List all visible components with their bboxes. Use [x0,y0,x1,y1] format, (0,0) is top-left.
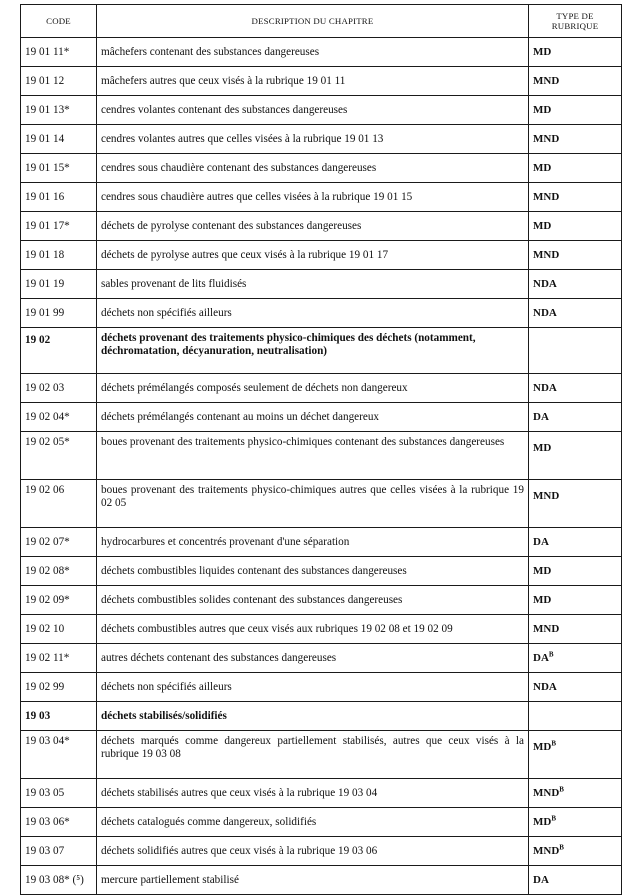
row-code: 19 02 03 [21,374,97,403]
row-type-value: MND [533,74,560,87]
row-description: hydrocarbures et concentrés provenant d'une séparation [97,528,529,557]
row-type-value: MND [533,786,560,799]
row-type-value: DA [533,410,549,423]
footnote-marker: B [551,739,556,748]
row-type [529,270,622,299]
table-body [21,38,622,895]
row-type [529,615,622,644]
section-code: 19 02 [21,328,97,374]
table-row [21,528,622,557]
row-description: cendres volantes contenant des substances dangereuses [97,96,529,125]
row-description: boues provenant des traitements physico-chimiques contenant des substances dangereuses [97,432,529,480]
row-type-value: MND [533,190,560,203]
row-code: 19 01 19 [21,270,97,299]
header-code: CODE [21,5,97,38]
row-type [529,67,622,96]
table-row [21,557,622,586]
footnote-marker: B [559,784,564,793]
row-code: 19 01 15* [21,154,97,183]
row-code: 19 03 08* (⁵) [21,866,97,895]
row-type [529,328,622,374]
row-type-value: MD [533,45,552,58]
row-type [529,299,622,328]
header-description: DESCRIPTION DU CHAPITRE [97,5,529,38]
row-code: 19 01 18 [21,241,97,270]
row-type [529,837,622,866]
row-type-value: MND [533,132,560,145]
row-code: 19 02 11* [21,644,97,673]
row-code: 19 03 04* [21,731,97,779]
table-row [21,212,622,241]
row-description: déchets combustibles autres que ceux visés aux rubriques 19 02 08 et 19 02 09 [97,615,529,644]
table-row [21,125,622,154]
row-code: 19 01 13* [21,96,97,125]
table-row [21,299,622,328]
row-type [529,432,622,480]
row-description: déchets marqués comme dangereux partiellement stabilisés, autres que ceux visés à la rubrique 19 03 08 [97,731,529,779]
row-type-value: MD [533,593,552,606]
table-row [21,154,622,183]
row-description: déchets combustibles liquides contenant des substances dangereuses [97,557,529,586]
row-description: déchets de pyrolyse contenant des substances dangereuses [97,212,529,241]
table-header [21,5,622,38]
row-type-value: NDA [533,277,557,290]
row-type-value: MD [533,219,552,232]
row-type [529,866,622,895]
section-title: déchets stabilisés/solidifiés [97,702,529,731]
row-code: 19 01 11* [21,38,97,67]
row-code: 19 01 16 [21,183,97,212]
row-code: 19 02 07* [21,528,97,557]
footnote-marker: B [551,813,556,822]
table-row [21,270,622,299]
table-row [21,731,622,779]
table-row [21,374,622,403]
row-type [529,480,622,528]
row-type [529,154,622,183]
table-row [21,96,622,125]
section-code: 19 03 [21,702,97,731]
row-type-value: MND [533,490,560,502]
table-row [21,837,622,866]
row-description: déchets combustibles solides contenant des substances dangereuses [97,586,529,615]
table-row [21,480,622,528]
row-description: déchets non spécifiés ailleurs [97,299,529,328]
section-title: déchets provenant des traitements physico-chimiques des déchets (notamment, déchromatation, décyanuration, neutralisation) [97,328,529,374]
table-row [21,586,622,615]
row-description: déchets de pyrolyse autres que ceux visés à la rubrique 19 01 17 [97,241,529,270]
table-row [21,779,622,808]
row-code: 19 02 05* [21,432,97,480]
row-type [529,183,622,212]
row-description: cendres sous chaudière autres que celles visées à la rubrique 19 01 15 [97,183,529,212]
row-code: 19 01 99 [21,299,97,328]
table-row [21,241,622,270]
row-type-value: DA [533,535,549,548]
table-row [21,183,622,212]
row-type [529,557,622,586]
footnote-marker: B [559,842,564,851]
row-description: déchets non spécifiés ailleurs [97,673,529,702]
row-type-value: MD [533,564,552,577]
row-type-value: MD [533,103,552,116]
row-description: déchets prémélangés contenant au moins un déchet dangereux [97,403,529,432]
table-row [21,38,622,67]
row-description: déchets stabilisés autres que ceux visés à la rubrique 19 03 04 [97,779,529,808]
row-type [529,528,622,557]
row-description: cendres sous chaudière contenant des substances dangereuses [97,154,529,183]
row-type-value: MND [533,248,560,261]
header-row [21,5,622,38]
row-description: cendres volantes autres que celles visées à la rubrique 19 01 13 [97,125,529,154]
table-row [21,432,622,480]
row-type-value: MD [533,161,552,174]
row-type [529,241,622,270]
row-description: déchets catalogués comme dangereux, solidifiés [97,808,529,837]
row-code: 19 02 06 [21,480,97,528]
row-type [529,586,622,615]
row-type [529,808,622,837]
row-code: 19 01 17* [21,212,97,241]
row-code: 19 02 04* [21,403,97,432]
row-type [529,779,622,808]
row-description: boues provenant des traitements physico-chimiques autres que celles visées à la rubrique 19 02 05 [97,480,529,528]
row-code: 19 02 08* [21,557,97,586]
row-description: autres déchets contenant des substances dangereuses [97,644,529,673]
table-row [21,808,622,837]
row-type [529,125,622,154]
row-description: déchets solidifiés autres que ceux visés à la rubrique 19 03 06 [97,837,529,866]
row-code: 19 01 14 [21,125,97,154]
row-type [529,38,622,67]
row-type [529,374,622,403]
row-type [529,403,622,432]
row-description: mâchefers autres que ceux visés à la rubrique 19 01 11 [97,67,529,96]
header-type: TYPE DE RUBRIQUE [529,5,622,38]
waste-code-table [20,4,622,895]
row-type [529,673,622,702]
row-description: sables provenant de lits fluidisés [97,270,529,299]
row-type [529,644,622,673]
row-type [529,212,622,241]
row-code: 19 03 05 [21,779,97,808]
row-code: 19 03 07 [21,837,97,866]
row-type-value: NDA [533,306,557,319]
row-code: 19 02 09* [21,586,97,615]
row-type-value: MD [533,442,552,454]
row-type [529,702,622,731]
row-code: 19 02 99 [21,673,97,702]
row-description: mâchefers contenant des substances dangereuses [97,38,529,67]
row-type-value: MND [533,622,560,635]
row-type-value: MD [533,741,552,753]
table-row [21,866,622,895]
table-row [21,673,622,702]
row-code: 19 02 10 [21,615,97,644]
row-description: mercure partiellement stabilisé [97,866,529,895]
row-code: 19 03 06* [21,808,97,837]
row-type-value: NDA [533,381,557,394]
table-row [21,615,622,644]
footnote-marker: B [548,649,554,658]
row-type [529,96,622,125]
table-row [21,644,622,673]
row-type-value: DA [533,651,549,664]
table-row [21,67,622,96]
row-type-value: NDA [533,680,557,693]
section-heading-row [21,328,622,374]
row-description: déchets prémélangés composés seulement de déchets non dangereux [97,374,529,403]
row-type-value: DA [533,873,549,886]
section-heading-row [21,702,622,731]
row-type [529,731,622,779]
row-type-value: MD [533,815,552,828]
row-type-value: MND [533,844,560,857]
row-code: 19 01 12 [21,67,97,96]
table-row [21,403,622,432]
